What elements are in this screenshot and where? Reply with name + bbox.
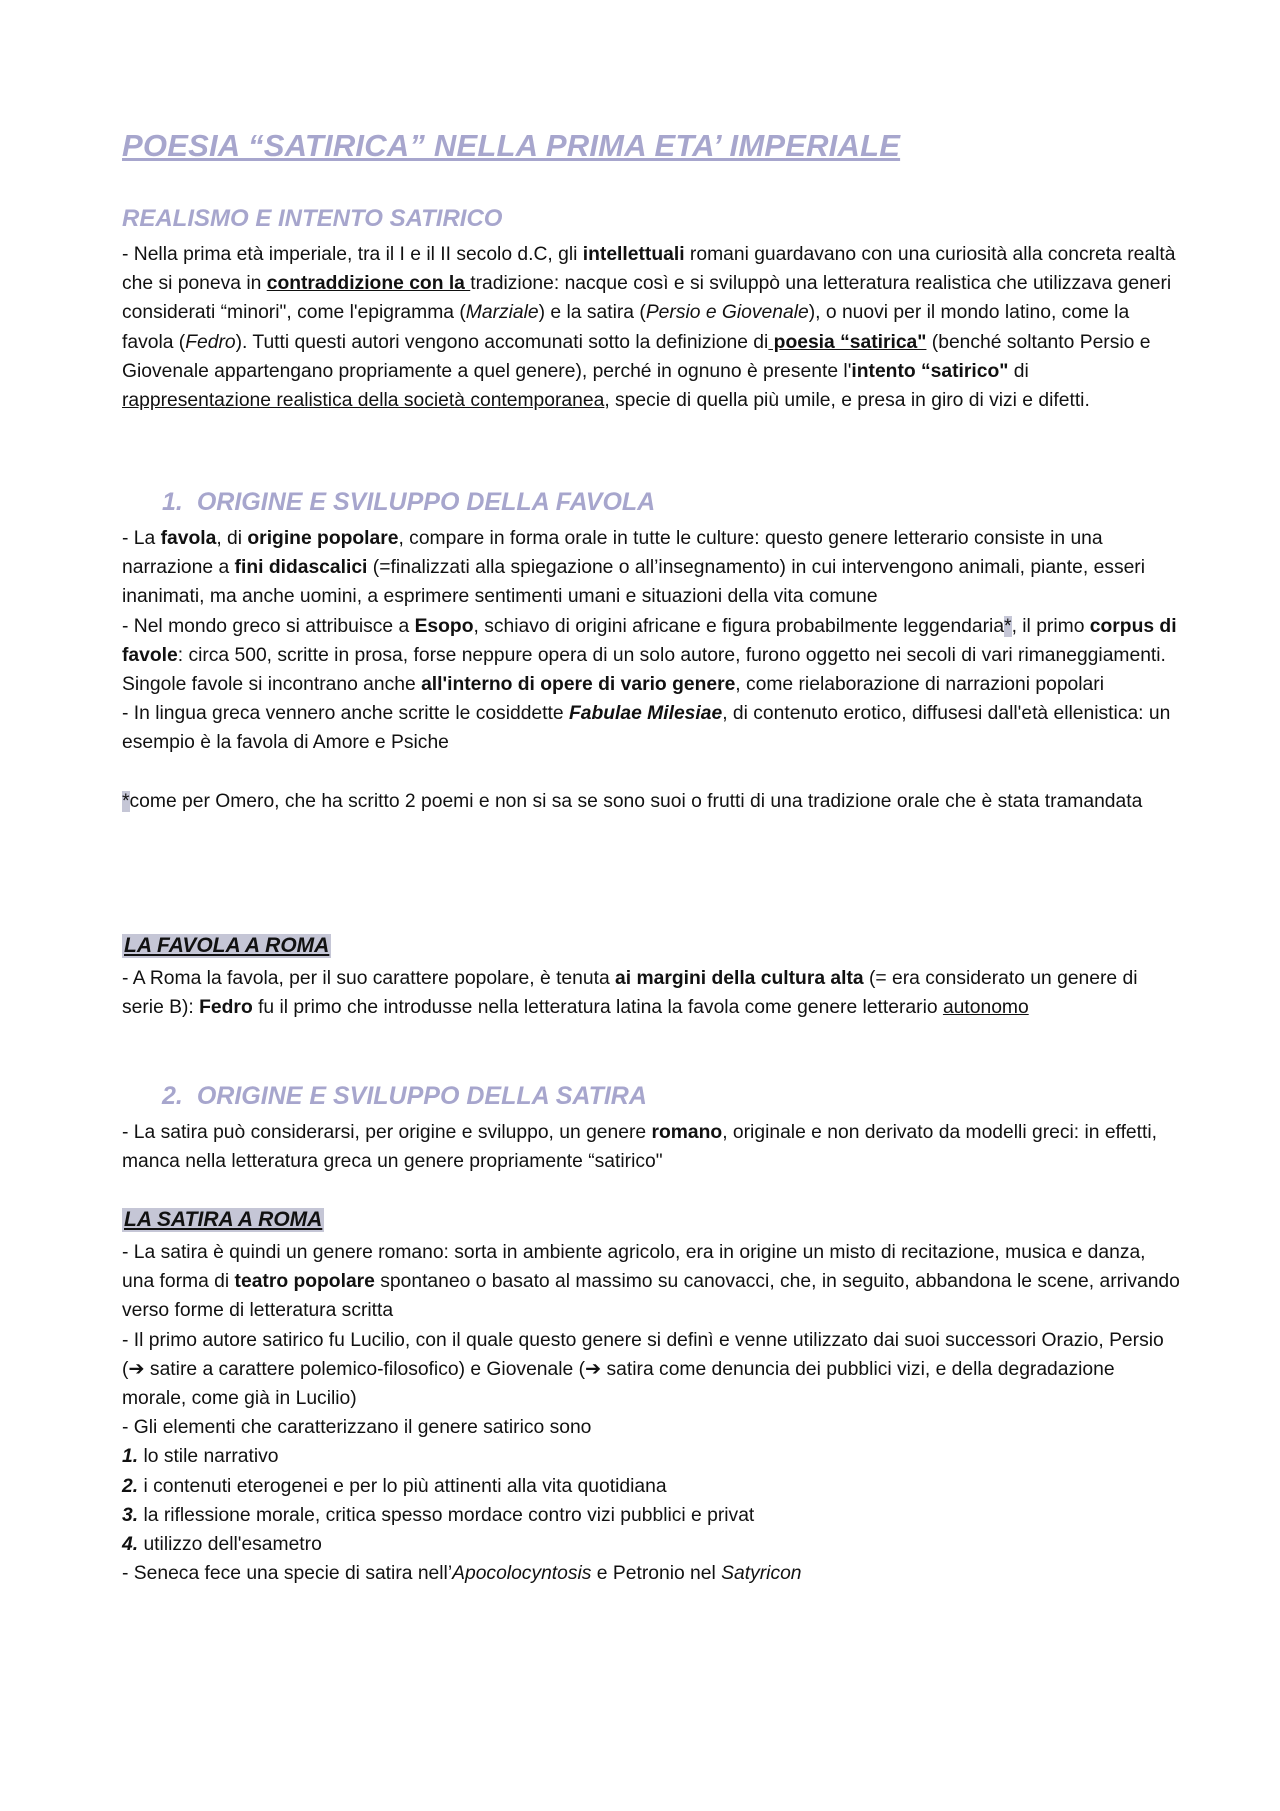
text-block: - La favola, di origine popolare, compare in forma orale in tutte le culture: questo genere letterario consiste in una narrazione a fini didascalici (=finalizzati alla spiegazione o all’insegnamento) in cui intervengono animali, piante, esseri inanimati, ma anche uomini, a esprimere sentimenti umani e situazioni della vita comune bbox=[122, 528, 1146, 608]
paragraph-favola-roma bbox=[122, 964, 1182, 1022]
paragraph-favola bbox=[122, 524, 1182, 816]
arrow-icon: ➔ bbox=[128, 1358, 145, 1380]
text-block: - Il primo autore satirico fu Lucilio, con il quale questo genere si definì e venne utilizzato dai suoi successori Orazio, Persio (➔ satire a carattere polemico-filosofico) e Giovenale (➔ satira come denuncia dei pubblici vizi, e della degradazione morale, come già in Lucilio) bbox=[122, 1329, 1164, 1410]
text-block: - A Roma la favola, per il suo carattere popolare, è tenuta ai margini della cultura alta (= era considerato un genere di serie B): Fedro fu il primo che introdusse nella letteratura latina la favola come genere letterario autonomo bbox=[122, 968, 1138, 1019]
page-title: POESIA “SATIRICA” NELLA PRIMA ETA’ IMPERIALE bbox=[122, 128, 901, 163]
text-block: - Gli elementi che caratterizzano il genere satirico sono bbox=[122, 1417, 592, 1439]
heading-number: 1. bbox=[162, 488, 183, 516]
heading-satira-roma: LA SATIRA A ROMA bbox=[124, 1208, 323, 1231]
arrow-icon: ➔ bbox=[585, 1358, 602, 1380]
list-item: 1. lo stile narrativo bbox=[122, 1446, 279, 1468]
footnote: *come per Omero, che ha scritto 2 poemi e non si sa se sono suoi o frutti di una tradizione orale che è stata tramandata bbox=[122, 790, 1143, 812]
list-item: 4. utilizzo dell'esametro bbox=[122, 1534, 322, 1556]
heading-favola: 1. ORIGINE E SVILUPPO DELLA FAVOLA bbox=[162, 488, 656, 516]
text-block: - Seneca fece una specie di satira nell’Apocolocyntosis e Petronio nel Satyricon bbox=[122, 1563, 802, 1585]
paragraph-satira-roma bbox=[122, 1238, 1182, 1588]
paragraph-satira bbox=[122, 1118, 1182, 1176]
paragraph-realismo bbox=[122, 240, 1182, 415]
text-block: - Nel mondo greco si attribuisce a Esopo, schiavo di origini africane e figura probabilmente leggendaria*, il primo corpus di favole: circa 500, scritte in prosa, forse neppure opera di un solo autore, furono oggetto nei secoli di vari rimaneggiamenti. Singole favole si incontrano anche all'interno di opere di vario genere, come rielaborazione di narrazioni popolari bbox=[122, 615, 1177, 696]
footnote-marker: * bbox=[1004, 615, 1012, 637]
text-block: - La satira può considerarsi, per origine e sviluppo, un genere romano, originale e non derivato da modelli greci: in effetti, manca nella letteratura greca un genere propriamente “satirico" bbox=[122, 1122, 1158, 1173]
text-block: - Nella prima età imperiale, tra il I e il II secolo d.C, gli intellettuali romani guardavano con una curiosità alla concreta realtà che si poneva in contraddizione con la tradizione: nacque così e si sviluppò una letteratura realistica che utilizzava generi considerati “minori", come l'epigramma (Marziale) e la satira (Persio e Giovenale), o nuovi per il mondo latino, come la favola (Fedro). Tutti questi autori vengono accomunati sotto la definizione di poesia “satirica" (benché soltanto Persio e Giovenale appartengano propriamente a quel genere), perché in ognuno è presente l'intento “satirico" di rappresentazione realistica della società contemporanea, specie di quella più umile, e presa in giro di vizi e difetti. bbox=[122, 244, 1176, 412]
heading-favola-roma: LA FAVOLA A ROMA bbox=[124, 934, 330, 957]
heading-realismo: REALISMO E INTENTO SATIRICO bbox=[122, 205, 503, 232]
list-item: 2. i contenuti eterogenei e per lo più attinenti alla vita quotidiana bbox=[122, 1475, 667, 1497]
heading-satira: 2. ORIGINE E SVILUPPO DELLA SATIRA bbox=[162, 1082, 647, 1110]
list-item: 3. la riflessione morale, critica spesso mordace contro vizi pubblici e privat bbox=[122, 1504, 755, 1526]
text-block: - La satira è quindi un genere romano: sorta in ambiente agricolo, era in origine un misto di recitazione, musica e danza, una forma di teatro popolare spontaneo o basato al massimo su canovacci, che, in seguito, abbandona le scene, arrivando verso forme di letteratura scritta bbox=[122, 1242, 1180, 1322]
text-block: - In lingua greca vennero anche scritte le cosiddette Fabulae Milesiae, di contenuto erotico, diffusesi dall'età ellenistica: un esempio è la favola di Amore e Psiche bbox=[122, 703, 1171, 754]
text-block bbox=[122, 758, 1182, 787]
heading-number: 2. bbox=[162, 1082, 183, 1110]
